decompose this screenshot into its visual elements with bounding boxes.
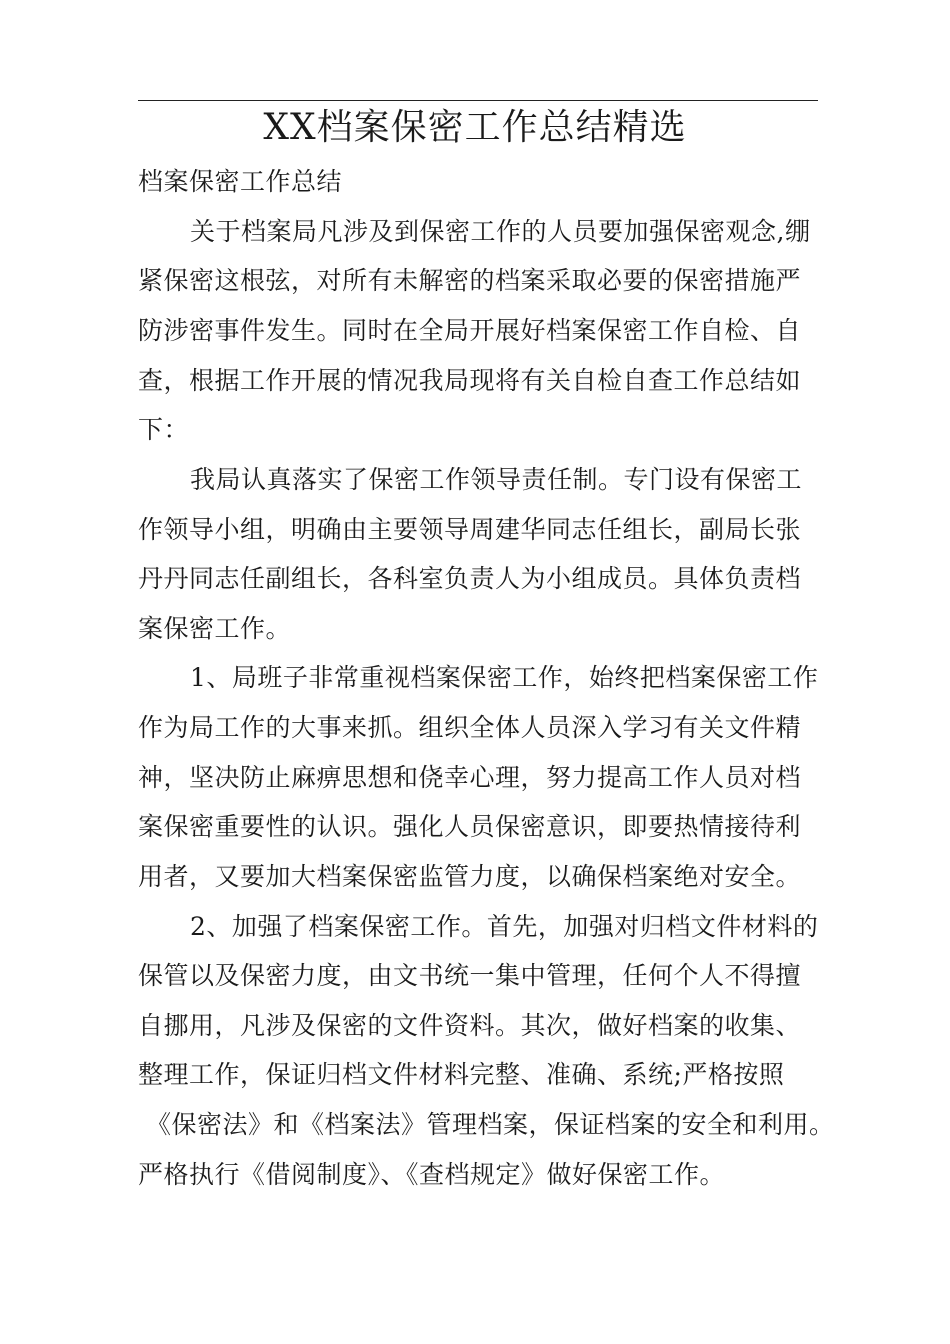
paragraph-line: 神，坚决防止麻痹思想和侥幸心理，努力提高工作人员对档 [138,763,802,792]
paragraph-line: 保管以及保密力度，由文书统一集中管理，任何个人不得擅 [138,961,802,990]
paragraph-line: 作领导小组，明确由主要领导周建华同志任组长，副局长张 [138,515,802,544]
paragraph-line: 1、局班子非常重视档案保密工作，始终把档案保密工作 [190,663,819,692]
paragraph-line: 紧保密这根弦，对所有未解密的档案采取必要的保密措施严 [138,266,802,295]
paragraph-line: 2、加强了档案保密工作。首先，加强对归档文件材料的 [190,912,819,941]
paragraph-line: 我局认真落实了保密工作领导责任制。专门设有保密工 [190,465,803,494]
paragraph-line: 案保密重要性的认识。强化人员保密意识，即要热情接待利 [138,812,802,841]
paragraph-line: 下： [138,415,190,444]
paragraph-line: 整理工作，保证归档文件材料完整、准确、系统;严格按照 [138,1060,785,1089]
paragraph-line: 查，根据工作开展的情况我局现将有关自检自查工作总结如 [138,366,802,395]
paragraph-line: 自挪用，凡涉及保密的文件资料。其次，做好档案的收集、 [138,1011,802,1040]
header-rule [138,100,818,101]
paragraph-line: 作为局工作的大事来抓。组织全体人员深入学习有关文件精 [138,713,802,742]
paragraph-line: 《保密法》和《档案法》管理档案，保证档案的安全和利用。 [146,1110,835,1139]
document-title: XX档案保密工作总结精选 [263,107,687,148]
paragraph-line: 案保密工作。 [138,614,292,643]
paragraph-line: 防涉密事件发生。同时在全局开展好档案保密工作自检、自 [138,316,802,345]
paragraph-line: 丹丹同志任副组长，各科室负责人为小组成员。具体负责档 [138,564,802,593]
paragraph-line: 严格执行《借阅制度》、《查档规定》做好保密工作。 [138,1160,726,1189]
paragraph-line: 用者，又要加大档案保密监管力度，以确保档案绝对安全。 [138,862,802,891]
document-subtitle: 档案保密工作总结 [138,167,343,196]
paragraph-line: 关于档案局凡涉及到保密工作的人员要加强保密观念,绷 [190,217,811,246]
